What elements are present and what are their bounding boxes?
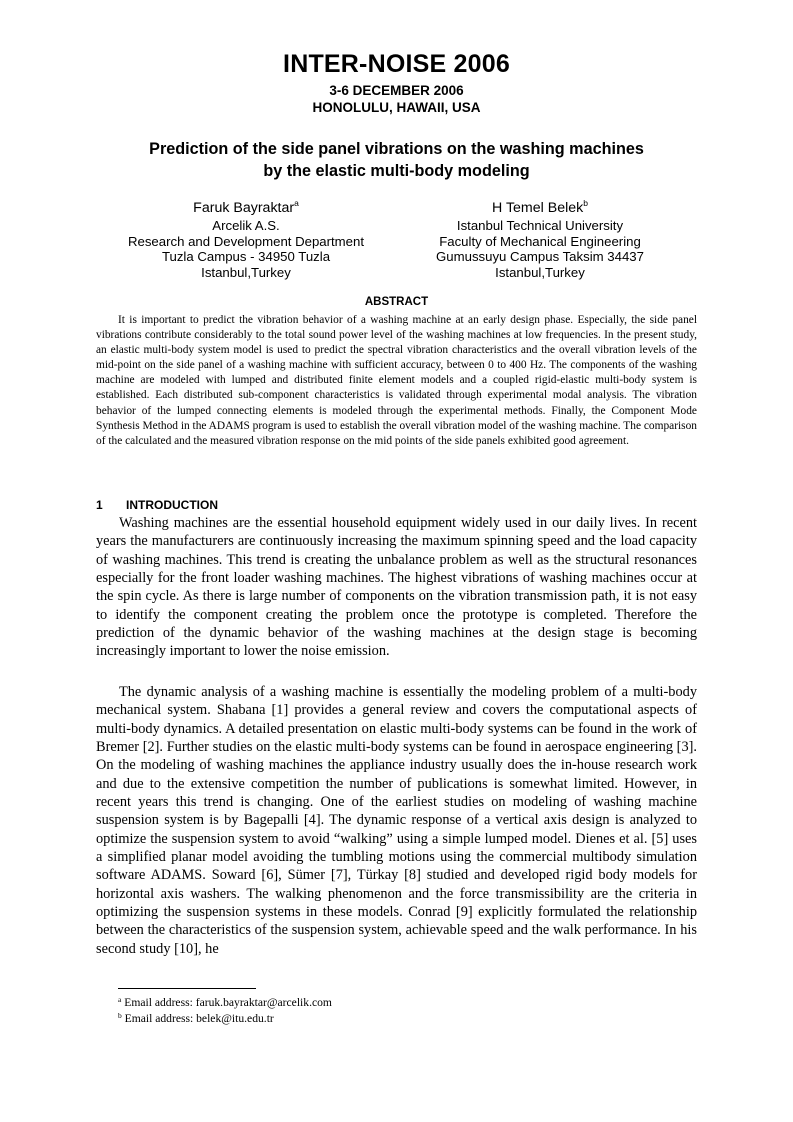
affiliation-line: Istanbul,Turkey <box>201 264 291 280</box>
author-name: Faruk Bayraktar <box>193 200 295 216</box>
footnotes <box>118 995 332 1026</box>
author-name-line <box>106 199 386 218</box>
section-number: 1 <box>96 498 103 512</box>
conference-title: INTER-NOISE 2006 <box>283 50 510 78</box>
footnote-mark: a <box>118 995 122 1004</box>
section-title: INTRODUCTION <box>126 498 218 512</box>
footnote-a <box>118 995 332 1011</box>
author-name: H Temel Belek <box>492 200 584 216</box>
author-footnote-mark: b <box>583 198 588 208</box>
footnote-b <box>118 1011 332 1027</box>
footnote-text: Email address: faruk.bayraktar@arcelik.com <box>124 996 332 1009</box>
section-heading <box>96 498 218 512</box>
abstract-text: It is important to predict the vibration behavior of a washing machine at an early design phase. Especially, the side panel vibrations contribute considerably to the total sound power level of the washing machines at low frequencies. In the present study, an elastic multi-body system model is used to predict the spectral vibration characteristics and the overall vibration levels of the mid-point on the side panel of a washing machine with sufficient accuracy, between 0 to 400 Hz. The components of the washing machine are modeled with lumped and distributed finite element models and a coupled rigid-elastic multi-body system is established. Each distributed sub-component characteristics is validated through experimental modal analysis. The vibration behavior of the lumped connecting elements is modeled through the experimental methods. Finally, the Component Mode Synthesis Method in the ADAMS program is used to establish the overall vibration model of the washing machine. The comparison of the calculated and the measured vibration response on the mid points of the side panels exhibited good agreement. <box>96 314 697 447</box>
affiliation-line: Research and Development Department <box>127 233 365 249</box>
body-paragraph-1: Washing machines are the essential household equipment widely used in our daily lives. In recent years the manufacturers are continuously increasing the maximum spinning speed and the load capacity of washing machines. This trend is creating the unbalance problem as well as the structural resonances especially for the front loader washing machines. The highest vibrations of washing machines occur at the spin cycle. As there is large number of components on the vibration transmission path, it is not easy to identify the component creating the problem once the prototype is completed. Therefore the prediction of the dynamic behavior of the washing machines at the design stage is becoming increasingly important to lower the noise emission. <box>96 515 697 660</box>
author-name-line <box>400 199 680 218</box>
paper-title-line-1: Prediction of the side panel vibrations on the washing machines <box>149 140 644 158</box>
conference-location: HONOLULU, HAWAII, USA <box>312 100 481 115</box>
paper-title <box>100 138 693 182</box>
paper-title-line-2: by the elastic multi-body modeling <box>263 162 530 180</box>
body-paragraph-2: The dynamic analysis of a washing machine is essentially the modeling problem of a multi-body mechanical system. Shabana [1] provides a general review and covers the computational aspects of multi-body dynamics. A detailed presentation on elastic multi-body systems can be found in the work of Bremer [2]. Further studies on the elastic multi-body systems can be found in aerospace engineering [3]. On the modeling of washing machines the appliance industry usually does the in-house research work and due to the extensive competition the number of publications is somewhat limited. However, in recent years this trend is changing. One of the earliest studies on modeling of washing machine suspension system is by Bagepalli [4]. The dynamic response of a vertical axis design is analyzed to optimize the suspension system to avoid “walking” using a simple lumped model. Dienes et al. [5] uses a simplified planar model avoiding the tumbling motions using the commercial multibody simulation software ADAMS. Soward [6], Sümer [7], Türkay [8] studied and developed rigid body models for horizontal axis washers. The walking phenomenon and the force transmissibility are the criteria in optimizing the suspension systems in these models. Conrad [9] explicitly formulated the relationship between the characteristics of the suspension system, achievable speed and the walk performance. In his second study [10], he <box>96 684 697 957</box>
affiliation-line: Gumussuyu Campus Taksim 34437 <box>436 249 644 265</box>
author-block-1 <box>106 199 386 280</box>
abstract-heading: ABSTRACT <box>364 296 429 308</box>
footnote-divider <box>118 988 256 989</box>
author-block-2 <box>400 199 680 280</box>
affiliation-line: Arcelik A.S. <box>212 218 280 233</box>
conference-dates: 3-6 DECEMBER 2006 <box>329 83 464 98</box>
affiliation-line: Faculty of Mechanical Engineering <box>439 233 641 249</box>
affiliation-line: Istanbul,Turkey <box>495 264 585 280</box>
affiliation-line: Istanbul Technical University <box>456 218 624 233</box>
affiliation-line: Tuzla Campus - 34950 Tuzla <box>161 249 331 265</box>
footnote-mark: b <box>118 1010 122 1020</box>
footnote-text: Email address: belek@itu.edu.tr <box>124 1011 274 1025</box>
author-footnote-mark: a <box>294 198 299 208</box>
